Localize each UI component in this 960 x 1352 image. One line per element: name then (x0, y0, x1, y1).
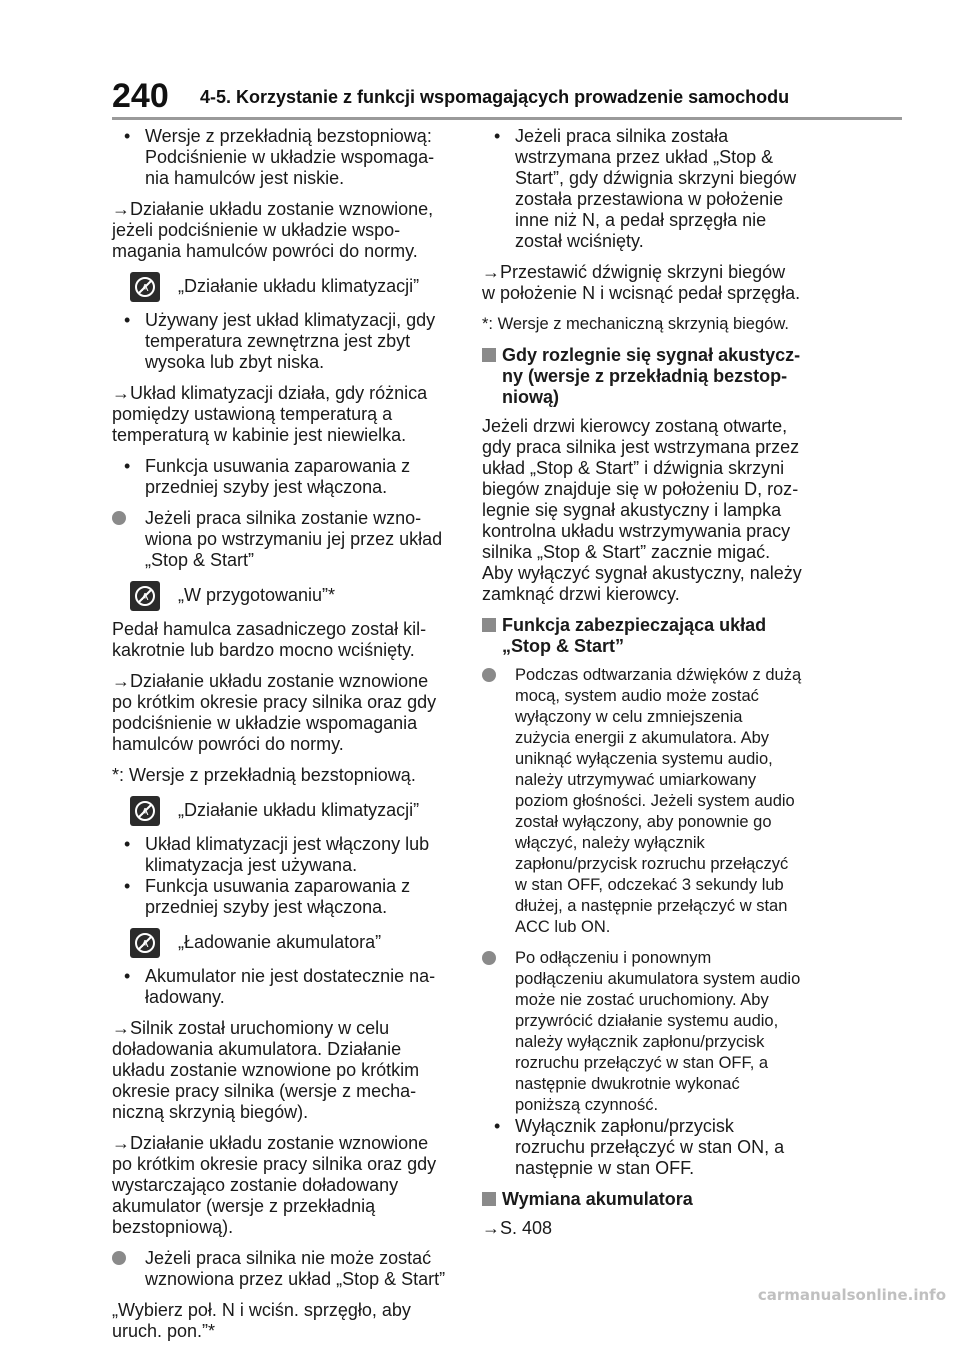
square-bullet-icon (482, 1192, 496, 1206)
circle-note (112, 1248, 452, 1290)
circle-bullet-icon (112, 1251, 126, 1265)
heading-text: Funkcja zabezpieczająca układ „Stop & Start” (502, 615, 767, 656)
bullet-item: • Jeżeli praca silnika została wstrzymana przez układ „Stop & Start”, gdy dźwignia skrzyni biegów została przestawiona w położenie inne niż N, a pedał sprzęgła nie został wciśnięty. (482, 126, 802, 252)
svg-text:A: A (141, 939, 149, 950)
bullet-item: • Wersje z przekładnią bezstopniową: Podciśnienie w układzie wspomagania hamulców jest niskie. (112, 126, 452, 189)
message-row (130, 272, 452, 302)
message-row (130, 928, 452, 958)
paragraph: „Wybierz poł. N i wciśn. sprzęgło, aby uruch. pon.”* (112, 1300, 411, 1341)
square-bullet-icon (482, 618, 496, 632)
stop-start-indicator-icon (130, 581, 160, 611)
circle-note (482, 665, 802, 938)
arrow-note: →Przestawić dźwignię skrzyni biegów w położenie N i wcisnąć pedał sprzęgła. (482, 262, 801, 303)
bullet-item: • Funkcja usuwania zaparowania z przedniej szyby jest włączona. (112, 876, 452, 918)
message-text: „Działanie układu klimatyzacji” (178, 276, 420, 296)
right-column (482, 126, 802, 1249)
left-column (112, 126, 452, 1352)
heading-text: Gdy rozlegnie się sygnał akustyczny (wersje z przekładnią bezstopniową) (502, 345, 801, 407)
svg-text:A: A (141, 807, 149, 818)
bullet-item: • Wyłącznik zapłonu/przycisk rozruchu przełączyć w stan ON, a następnie w stan OFF. (482, 1116, 802, 1179)
message-row (130, 581, 452, 611)
footnote: *: Wersje z przekładnią bezstopniową. (112, 765, 416, 785)
bullet-item: • Funkcja usuwania zaparowania z przedniej szyby jest włączona. (112, 456, 452, 498)
footnote: *: Wersje z mechaniczną skrzynią biegów. (482, 315, 789, 333)
paragraph: Jeżeli drzwi kierowcy zostaną otwarte, gdy praca silnika jest wstrzymana przez układ „Stop & Start” i dźwignia skrzyni biegów znajduje się w położeniu D, rozlegnie się sygnał akustyczny i lampka kontrolna układu wstrzymywania pracy silnika „Stop & Start” zacznie migać. Aby wyłączyć sygnał akustyczny, należy zamknąć drzwi kierowcy. (482, 416, 802, 604)
bullet-item: • Używany jest układ klimatyzacji, gdy temperatura zewnętrzna jest zbyt wysoka lub zbyt niska. (112, 310, 452, 373)
circle-bullet-icon (482, 668, 496, 682)
page-header (112, 78, 902, 116)
heading-text: Wymiana akumulatora (502, 1189, 693, 1209)
watermark: carmanualsonline.info (757, 1286, 946, 1304)
svg-text:A: A (141, 592, 149, 603)
circle-note-text: Po odłączeniu i ponownym podłączeniu akumulatora system audio może nie zostać uruchomiony. Aby przywrócić działanie systemu audio, należy wyłącznik zapłonu/przycisk rozruchu przełączyć w stan OFF, a następnie dwukrotnie wykonać poniższą czynność. (515, 949, 801, 1114)
message-text: „W przygotowaniu”* (178, 585, 336, 605)
paragraph: Pedał hamulca zasadniczego został kilkakrotnie lub bardzo mocno wciśnięty. (112, 619, 427, 660)
stop-start-indicator-icon (130, 796, 160, 826)
arrow-note: →Działanie układu zostanie wznowione po krótkim okresie pracy silnika oraz gdy podciśnienie w układzie wspomagania hamulców powróci do normy. (112, 671, 437, 754)
arrow-note: →Działanie układu zostanie wznowione, jeżeli podciśnienie w układzie wspomagania hamulców powróci do normy. (112, 199, 434, 261)
circle-note-text: Podczas odtwarzania dźwięków z dużą mocą, system audio może zostać wyłączony w celu zmniejszenia zużycia energii z akumulatora. Aby uniknąć wyłączenia systemu audio, należy utrzymywać umiarkowany poziom głośności. Jeżeli system audio został wyłączony, aby ponownie go włączyć, należy wyłącznik zapłonu/przycisk rozruchu przełączyć w stan OFF, odczekać 3 sekundy lub dłużej, a następnie przełączyć w stan ACC lub ON. (515, 666, 802, 936)
square-bullet-icon (482, 348, 496, 362)
bullet-item: • Układ klimatyzacji jest włączony lub klimatyzacja jest używana. (112, 834, 452, 876)
circle-note (112, 508, 452, 571)
section-heading (482, 1189, 802, 1210)
circle-note-text: Jeżeli praca silnika nie może zostać wznowiona przez układ „Stop & Start” (145, 1248, 446, 1289)
circle-bullet-icon (112, 511, 126, 525)
page-number: 240 (112, 77, 169, 115)
svg-text:A: A (141, 283, 149, 294)
section-heading (482, 615, 802, 657)
stop-start-indicator-icon (130, 272, 160, 302)
message-row (130, 796, 452, 826)
section-heading (482, 345, 802, 408)
circle-note (482, 948, 802, 1116)
header-divider (112, 117, 902, 120)
message-text: „Ładowanie akumulatora” (178, 932, 382, 952)
arrow-note: →Silnik został uruchomiony w celu doładowania akumulatora. Działanie układu zostanie wznowione po krótkim okresie pracy silnika (wersje z mechaniczną skrzynią biegów). (112, 1018, 420, 1122)
section-title: 4-5. Korzystanie z funkcji wspomagających prowadzenie samochodu (200, 87, 790, 107)
stop-start-indicator-icon (130, 928, 160, 958)
circle-note-text: Jeżeli praca silnika zostanie wznowiona po wstrzymaniu jej przez układ „Stop & Start” (145, 508, 443, 570)
arrow-note: →Układ klimatyzacji działa, gdy różnica pomiędzy ustawioną temperaturą a temperaturą w kabinie jest niewielka. (112, 383, 428, 445)
message-text: „Działanie układu klimatyzacji” (178, 800, 420, 820)
bullet-item: • Akumulator nie jest dostatecznie naładowany. (112, 966, 452, 1008)
page-reference-link[interactable]: →S. 408 (482, 1218, 553, 1238)
arrow-note: →Działanie układu zostanie wznowione po krótkim okresie pracy silnika oraz gdy wystarczająco zostanie doładowany akumulator (wersje z przekładnią bezstopniową). (112, 1133, 437, 1237)
circle-bullet-icon (482, 951, 496, 965)
